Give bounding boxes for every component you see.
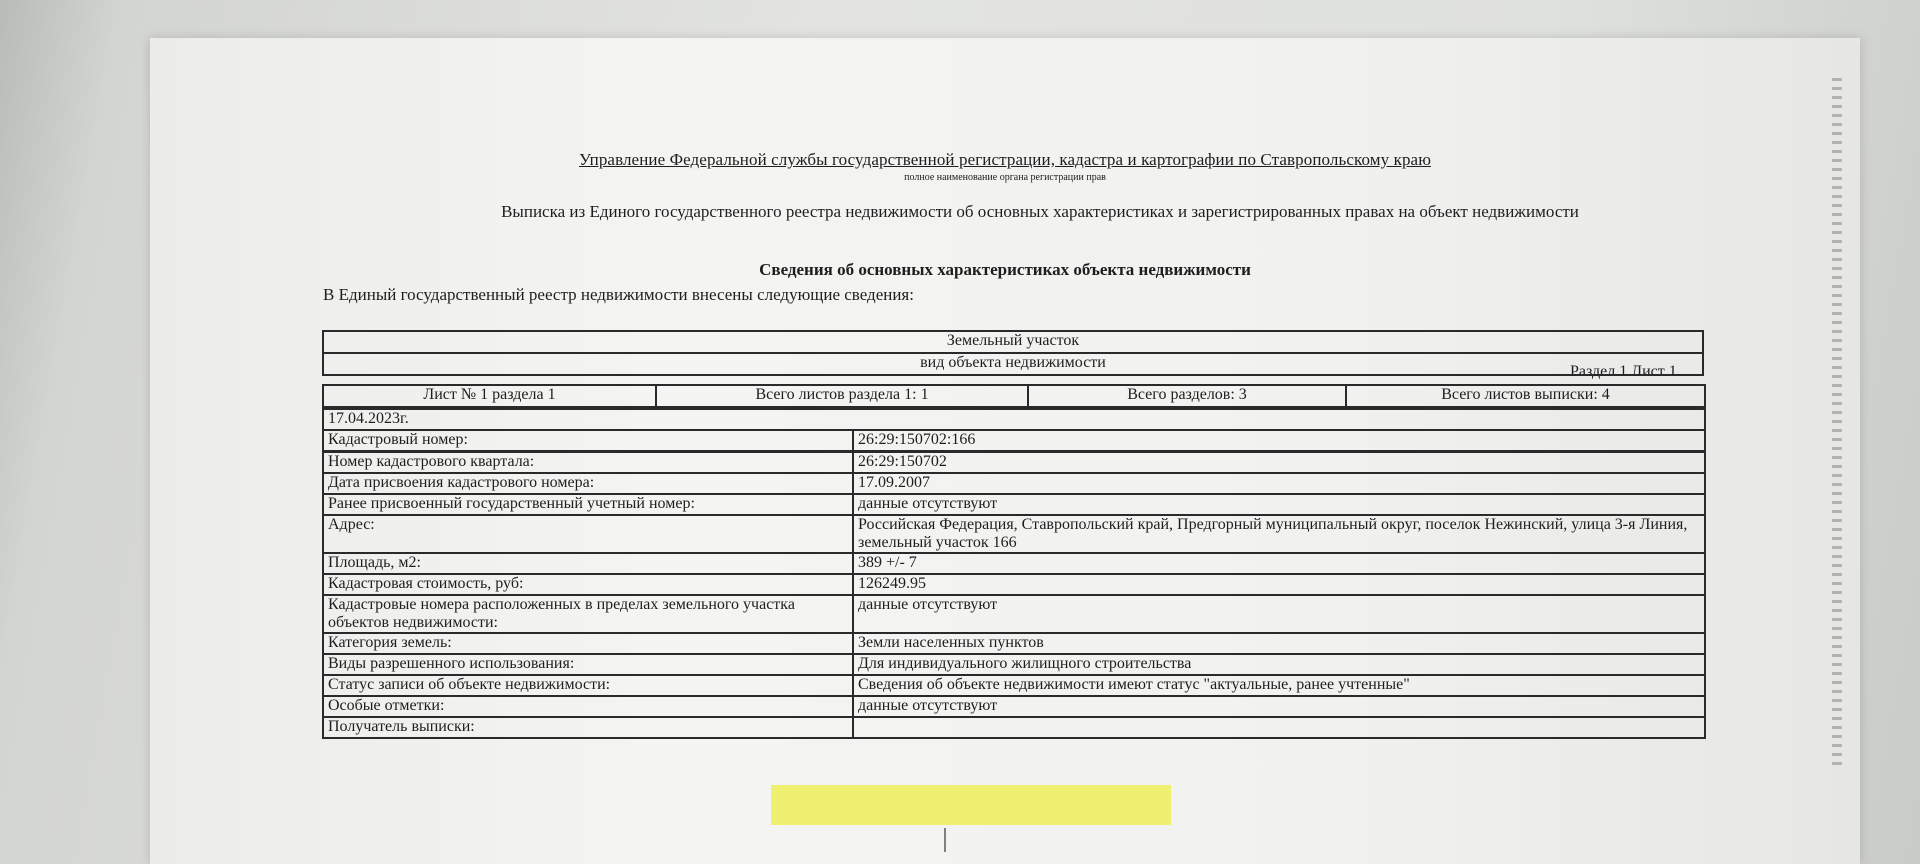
row-label: Адрес: (323, 515, 853, 553)
row-value: 389 +/- 7 (853, 553, 1705, 574)
cadastral-table (322, 408, 1706, 452)
total-sheets-extract: Всего листов выписки: 4 (1346, 385, 1705, 407)
row-value: Земли населенных пунктов (853, 633, 1705, 654)
row-value: 17.09.2007 (853, 473, 1705, 494)
sheet-number: Лист № 1 раздела 1 (323, 385, 656, 407)
table-row (323, 696, 1705, 717)
table-row (323, 574, 1705, 595)
row-value: 126249.95 (853, 574, 1705, 595)
extract-title: Выписка из Единого государственного реестра недвижимости об основных характеристиках и зарегистрированных правах на объект недвижимости (501, 202, 1579, 221)
cadastral-number-value: 26:29:150702:166 (853, 430, 1705, 451)
cadastral-number-label: Кадастровый номер: (323, 430, 853, 451)
table-row (323, 452, 1705, 473)
document-sheet (150, 38, 1860, 864)
row-label: Дата присвоения кадастрового номера: (323, 473, 853, 494)
object-type-table (322, 330, 1704, 376)
row-label: Получатель выписки: (323, 717, 853, 738)
section-reference: Раздел 1 Лист 1 (1570, 363, 1677, 380)
table-row (323, 473, 1705, 494)
row-value: данные отсутствуют (853, 494, 1705, 515)
highlighter-mark (771, 785, 1171, 825)
table-row (323, 595, 1705, 633)
row-label: Номер кадастрового квартала: (323, 452, 853, 473)
table-row (323, 654, 1705, 675)
row-label: Виды разрешенного использования: (323, 654, 853, 675)
row-label: Категория земель: (323, 633, 853, 654)
agency-caption: полное наименование органа регистрации прав (904, 172, 1106, 183)
table-row (323, 553, 1705, 574)
object-type: Земельный участок (323, 331, 1703, 353)
table-row (323, 515, 1705, 553)
row-value: данные отсутствуют (853, 696, 1705, 717)
row-value: Сведения об объекте недвижимости имеют статус "актуальные, ранее учтенные" (853, 675, 1705, 696)
intro-text: В Единый государственный реестр недвижимости внесены следующие сведения: (323, 285, 914, 304)
row-value: 26:29:150702 (853, 452, 1705, 473)
row-value: Российская Федерация, Ставропольский край, Предгорный муниципальный округ, поселок Нежинский, улица 3-я Линия, земельный участок 166 (853, 515, 1705, 553)
table-row (323, 675, 1705, 696)
sheet-info-table (322, 384, 1706, 408)
row-label: Ранее присвоенный государственный учетный номер: (323, 494, 853, 515)
row-label: Кадастровая стоимость, руб: (323, 574, 853, 595)
total-sheets-section: Всего листов раздела 1: 1 (656, 385, 1028, 407)
characteristics-table (322, 451, 1706, 739)
row-value (853, 717, 1705, 738)
table-row (323, 717, 1705, 738)
row-label: Кадастровые номера расположенных в пределах земельного участка объектов недвижимости: (323, 595, 853, 633)
row-label: Статус записи об объекте недвижимости: (323, 675, 853, 696)
object-type-caption: вид объекта недвижимости (323, 353, 1703, 375)
table-row (323, 633, 1705, 654)
row-value: Для индивидуального жилищного строительства (853, 654, 1705, 675)
section-title: Сведения об основных характеристиках объекта недвижимости (759, 260, 1251, 279)
extract-date: 17.04.2023г. (323, 409, 1705, 430)
table-row (323, 494, 1705, 515)
row-value: данные отсутствуют (853, 595, 1705, 633)
row-label: Площадь, м2: (323, 553, 853, 574)
total-sections: Всего разделов: 3 (1028, 385, 1346, 407)
pen-mark (944, 828, 946, 852)
agency-name: Управление Федеральной службы государственной регистрации, кадастра и картографии по Ставропольскому краю (578, 150, 1431, 169)
row-label: Особые отметки: (323, 696, 853, 717)
